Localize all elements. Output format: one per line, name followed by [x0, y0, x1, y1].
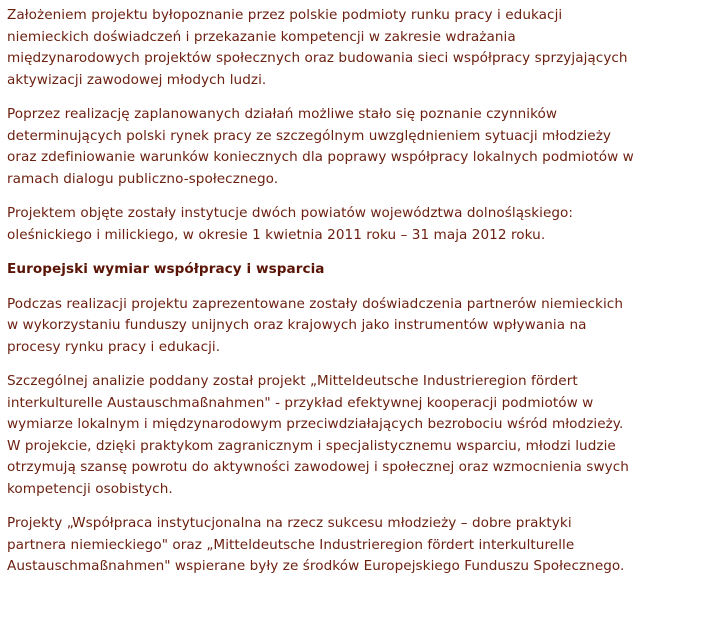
- text-line: procesy rynku pracy i edukacji.: [7, 338, 221, 355]
- paragraph-funding: [7, 513, 713, 578]
- text-line: partnera niemieckiego" oraz „Mitteldeutsche Industrieregion fördert interkulturelle: [7, 536, 575, 553]
- text-line: oraz zdefiniowanie warunków koniecznych dla poprawy współpracy lokalnych podmiotów w: [7, 149, 634, 165]
- paragraph-scope: [7, 203, 713, 246]
- text-line: Założeniem projektu byłopoznanie przez polskie podmioty runku pracy i edukacji: [7, 7, 563, 23]
- text-line: Projektem objęte zostały instytucje dwóch powiatów województwa dolnośląskiego:: [7, 205, 574, 221]
- text-line: w wykorzystaniu funduszy unijnych oraz krajowych jako instrumentów wpływania na: [7, 317, 587, 333]
- text-line: determinujących polski rynek pracy ze szczególnym uwzględnieniem sytuacji młodzieży: [7, 127, 611, 144]
- text-line: oleśnickiego i milickiego, w okresie 1 kwietnia 2011 roku – 31 maja 2012 roku.: [7, 226, 546, 243]
- section-heading: Europejski wymiar współpracy i wsparcia: [7, 261, 325, 277]
- paragraph-project-goal: [7, 5, 713, 91]
- text-line: Poprzez realizację zaplanowanych działań możliwe stało się poznanie czynników: [7, 106, 558, 122]
- text-line: W projekcie, dzięki praktykom zagranicznym i specjalistycznemu wsparciu, młodzi ludzie: [7, 437, 616, 454]
- text-line: ramach dialogu publiczno-społecznego.: [7, 170, 279, 187]
- text-line: aktywizacji zawodowej młodych ludzi.: [7, 71, 267, 88]
- text-line: Austauschmaßnahmen" wspierane były ze środków Europejskiego Funduszu Społecznego.: [7, 558, 625, 574]
- paragraph-actions: [7, 104, 713, 190]
- paragraph-analysis: [7, 371, 713, 500]
- paragraph-german-partners: [7, 294, 713, 359]
- text-line: Podczas realizacji projektu zaprezentowane zostały doświadczenia partnerów niemieckich: [7, 295, 623, 312]
- text-line: Szczególnej analizie poddany został projekt „Mitteldeutsche Industrieregion fördert: [7, 373, 578, 389]
- text-line: niemieckich doświadczeń i przekazanie kompetencji w zakresie wdrażania: [7, 28, 516, 45]
- text-line: otrzymują szansę powrotu do aktywności zawodowej i społecznej oraz wzmocnienia swych: [7, 459, 629, 475]
- text-line: Projekty „Współpraca instytucjonalna na rzecz sukcesu młodzieży – dobre praktyki: [7, 515, 572, 531]
- text-line: interkulturelle Austauschmaßnahmen" - przykład efektywnej kooperacji podmiotów w: [7, 394, 594, 411]
- article-body: [7, 5, 713, 591]
- text-line: kompetencji osobistych.: [7, 480, 173, 497]
- text-line: wymiarze lokalnym i międzynarodowym przeciwdziałających bezrobociu wśród młodzieży.: [7, 416, 624, 432]
- text-line: międzynarodowych projektów społecznych oraz budowania sieci współpracy sprzyjających: [7, 50, 628, 66]
